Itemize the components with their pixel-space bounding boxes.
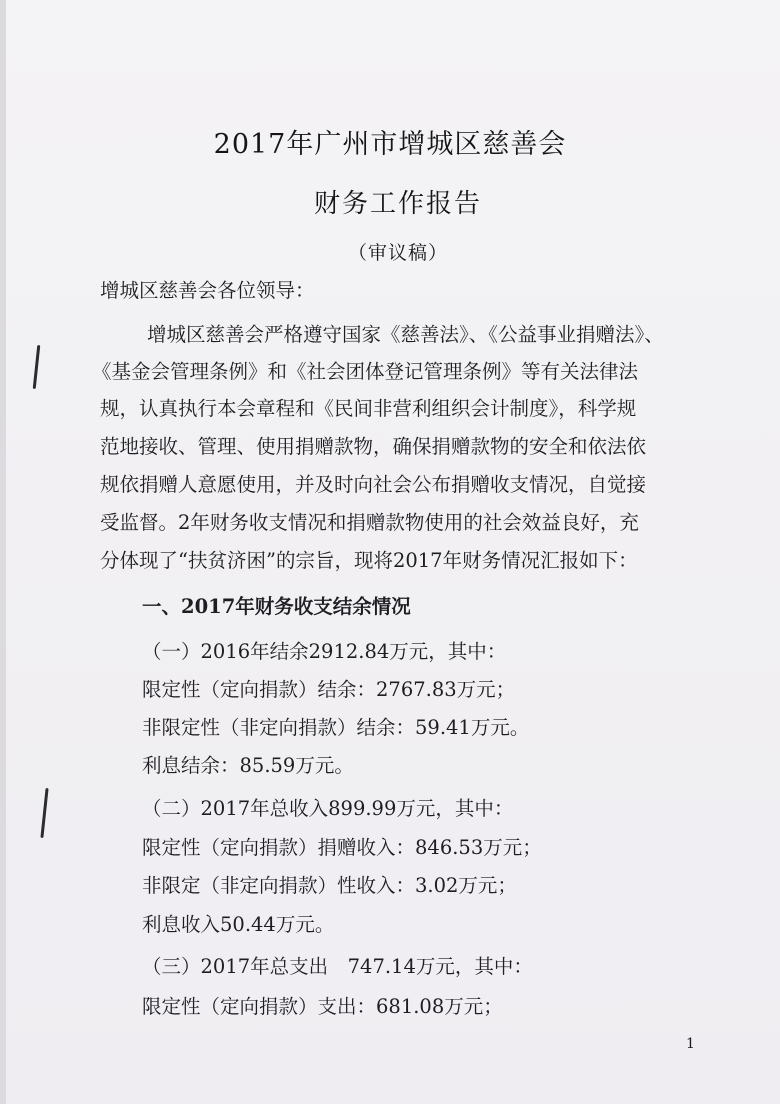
margin-pen-mark <box>33 345 41 389</box>
margin-pen-mark <box>40 788 48 838</box>
report-item: 限定性（定向捐款）捐赠收入：846.53万元； <box>142 836 542 859</box>
salutation: 增城区慈善会各位领导： <box>100 279 315 302</box>
scan-edge <box>0 0 6 1104</box>
section-heading: 一、2017年财务收支结余情况 <box>142 595 411 618</box>
intro-line: 规依捐赠人意愿使用，并及时向社会公布捐赠收支情况，自觉接 <box>100 473 647 496</box>
intro-line: 分体现了“扶贫济困”的宗旨，现将2017年财务情况汇报如下： <box>100 549 638 572</box>
report-item: （三）2017年总支出 747.14万元，其中： <box>142 955 533 978</box>
report-item: 限定性（定向捐款）结余：2767.83万元； <box>142 678 516 701</box>
intro-line: 增城区慈善会严格遵守国家《慈善法》、《公益事业捐赠法》、 <box>147 323 664 346</box>
report-item: 非限定性（非定向捐款）结余：59.41万元。 <box>142 716 530 739</box>
report-item: （二）2017年总收入899.99万元，其中： <box>142 797 514 820</box>
report-item: 利息收入50.44万元。 <box>142 913 335 936</box>
report-item: 限定性（定向捐款）支出：681.08万元； <box>142 995 503 1018</box>
intro-line: 规，认真执行本会章程和《民间非营利组织会计制度》，科学规 <box>100 397 637 420</box>
document-subtitle: 财务工作报告 <box>313 189 482 219</box>
draft-label: （审议稿） <box>347 242 448 264</box>
intro-line: 范地接收、管理、使用捐赠款物，确保捐赠款物的安全和依法依 <box>100 435 647 458</box>
page-number: 1 <box>686 1036 695 1052</box>
report-item: （一）2016年结余2912.84万元，其中： <box>142 640 507 663</box>
report-item: 非限定（非定向捐款）性收入：3.02万元； <box>142 874 517 897</box>
report-item: 利息结余：85.59万元。 <box>142 754 354 777</box>
intro-line: 受监督。2年财务收支情况和捐赠款物使用的社会效益良好，充 <box>100 511 639 534</box>
intro-line: 《基金会管理条例》和《社会团体登记管理条例》等有关法律法 <box>92 360 639 383</box>
document-title: 2017年广州市增城区慈善会 <box>213 129 567 160</box>
